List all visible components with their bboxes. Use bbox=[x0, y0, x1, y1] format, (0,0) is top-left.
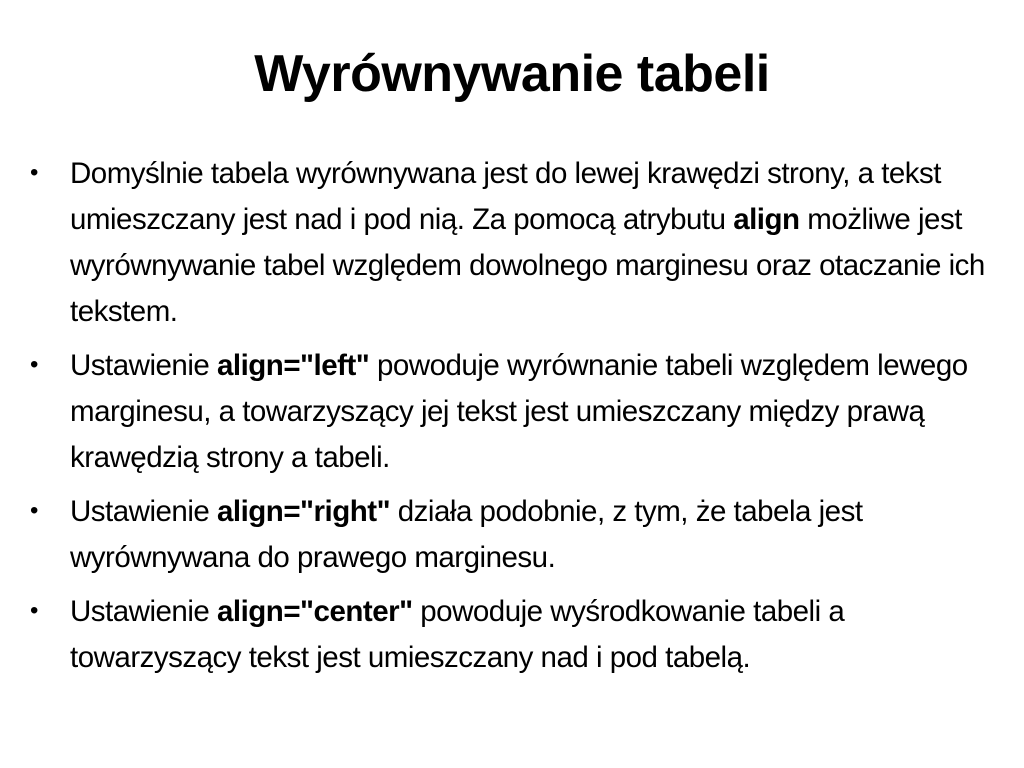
bullet-icon: • bbox=[30, 159, 38, 186]
bullet-text: działa podobnie, z tym, że tabela jest wyrównywana do prawego marginesu. bbox=[70, 495, 863, 574]
bullet-icon: • bbox=[30, 597, 38, 624]
bullet-code: align bbox=[733, 203, 800, 236]
bullet-code: align="left" bbox=[216, 349, 370, 382]
bullet-text: Ustawienie bbox=[70, 595, 217, 628]
bullet-text: powoduje wyrównanie tabeli względem lewego marginesu, a towarzyszący jej tekst jest umieszczany między prawą krawędzią strony a tabeli. bbox=[70, 349, 968, 474]
slide-title: Wyrównywanie tabeli bbox=[254, 45, 770, 103]
bullet-text: możliwe jest wyrównywanie tabel względem dowolnego marginesu oraz otaczanie ich tekstem. bbox=[70, 203, 985, 328]
bullet-text: powoduje wyśrodkowanie tabeli a towarzyszący tekst jest umieszczany nad i pod tabelą. bbox=[70, 595, 845, 674]
bullet-text: Domyślnie tabela wyrównywana jest do lewej krawędzi strony, a tekst umieszczany jest nad i pod nią. Za pomocą atrybutu bbox=[70, 157, 942, 236]
bullet-item bbox=[26, 151, 1011, 335]
bullet-icon: • bbox=[30, 351, 38, 378]
bullet-text: Ustawienie bbox=[70, 495, 217, 528]
bullet-code: align="center" bbox=[216, 595, 413, 628]
bullet-list bbox=[26, 151, 1011, 689]
bullet-item bbox=[26, 343, 1011, 481]
bullet-item bbox=[26, 489, 1011, 581]
bullet-text: Ustawienie bbox=[70, 349, 217, 382]
bullet-item bbox=[26, 589, 1011, 681]
bullet-icon: • bbox=[30, 497, 38, 524]
bullet-code: align="right" bbox=[216, 495, 391, 528]
